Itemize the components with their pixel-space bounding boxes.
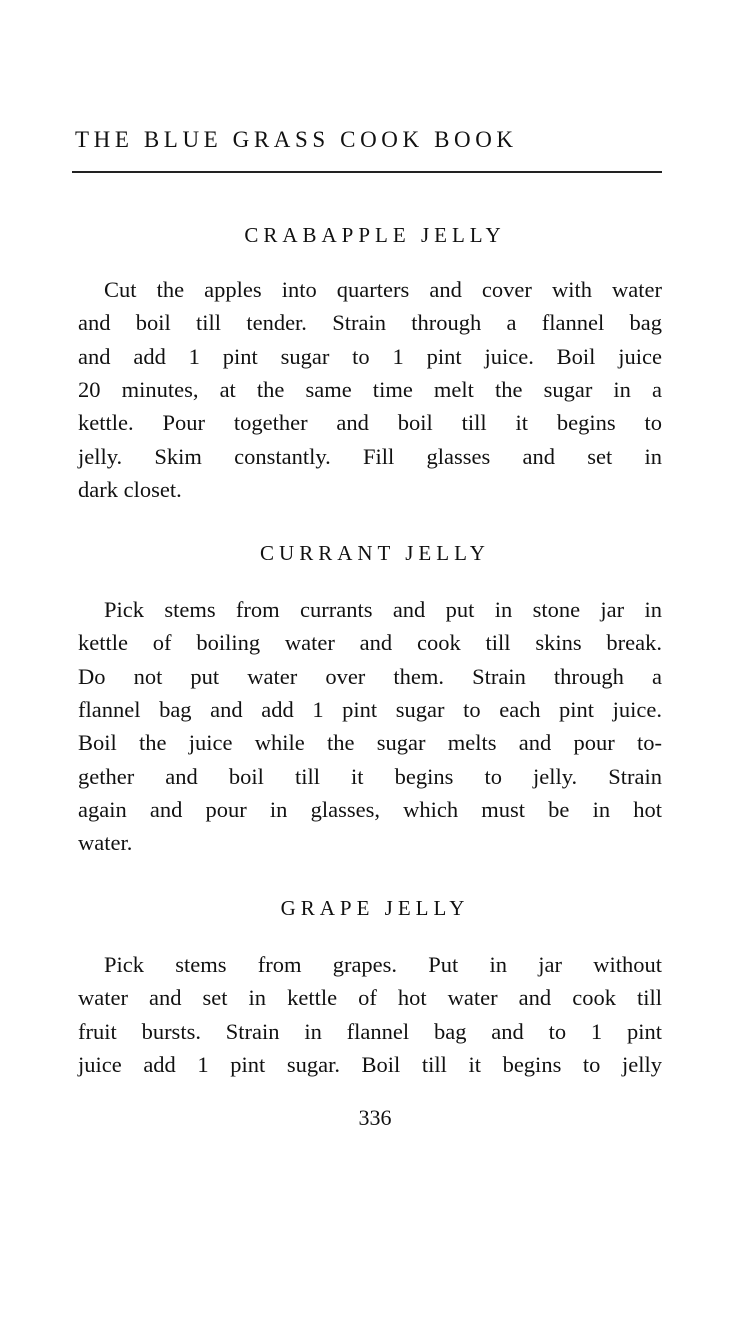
page-number: 336 <box>358 1105 392 1130</box>
paragraph-line: flannel bag and add 1 pint sugar to each pint juice. <box>78 696 662 722</box>
paragraph-line: 20 minutes, at the same time melt the sugar in a <box>78 376 662 402</box>
paragraph-line: water and set in kettle of hot water and cook till <box>78 985 662 1011</box>
paragraph-line: dark closet. <box>78 476 182 502</box>
paragraph-line: Boil the juice while the sugar melts and pour to- <box>78 730 662 756</box>
section-heading: CURRANT JELLY <box>260 541 490 565</box>
paragraph-line: and boil till tender. Strain through a flannel bag <box>78 310 662 336</box>
paragraph-line: gether and boil till it begins to jelly. Strain <box>78 763 662 789</box>
paragraph-line: kettle. Pour together and boil till it begins to <box>78 410 662 436</box>
paragraph-line: kettle of boiling water and cook till skins break. <box>78 630 662 656</box>
paragraph-line: jelly. Skim constantly. Fill glasses and set in <box>78 443 662 469</box>
paragraph-line: and add 1 pint sugar to 1 pint juice. Boil juice <box>78 343 662 369</box>
header-rule <box>72 171 662 173</box>
paragraph-line: Pick stems from currants and put in stone jar in <box>104 597 662 622</box>
running-head: THE BLUE GRASS COOK BOOK <box>75 127 518 152</box>
paragraph-line: Pick stems from grapes. Put in jar without <box>104 952 662 977</box>
paragraph-line: Do not put water over them. Strain through a <box>78 663 662 689</box>
paragraph-line: water. <box>78 830 133 856</box>
section-heading: CRABAPPLE JELLY <box>244 223 506 247</box>
paragraph-line: fruit bursts. Strain in flannel bag and to 1 pint <box>78 1018 662 1044</box>
paragraph-line: Cut the apples into quarters and cover with water <box>104 277 662 302</box>
paragraph-line: again and pour in glasses, which must be in hot <box>78 796 662 822</box>
section-heading: GRAPE JELLY <box>280 896 470 920</box>
paragraph-line: juice add 1 pint sugar. Boil till it begins to jelly <box>78 1051 662 1077</box>
